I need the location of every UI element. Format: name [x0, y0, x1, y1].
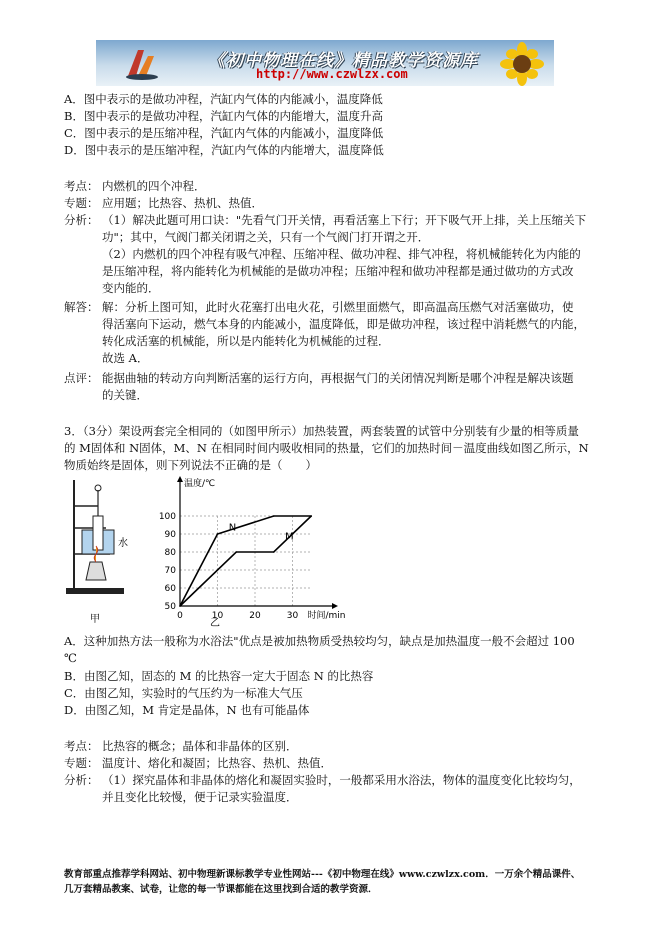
- header-banner: [96, 40, 554, 86]
- series-line-N: [180, 516, 311, 606]
- q2-fenxi-line: （1）解决此题可用口诀："先看气门开关情，再看活塞上下行；开下吸气开上排，关上压缩关下: [102, 213, 587, 227]
- q2-jieda-line: 解：分析上图可知，此时火花塞打出电火花，引燃里面燃气，即高温高压燃气对活塞做功，使: [102, 300, 574, 314]
- figure-jia-label: 甲: [90, 614, 100, 625]
- q2-kaodian-label: 考点：: [64, 179, 99, 193]
- q2-option-b: B．图中表示的是做功冲程，汽缸内气体的内能增大，温度升高: [64, 109, 383, 123]
- q2-jieda-line: 得活塞向下运动，燃气本身的内能减小，温度降低，即是做功冲程，该过程中消耗燃气的内能，: [102, 317, 585, 331]
- q2-kaodian: 内燃机的四个冲程．: [102, 179, 206, 193]
- y-tick-label: 60: [164, 584, 176, 594]
- q3-fenxi-line: （1）探究晶体和非晶体的熔化和凝固实验时，一般都采用水浴法，物体的温度变化比较均匀，: [102, 773, 581, 787]
- q2-fenxi-line: 功"；其中，气阀门都关闭谓之关，只有一个气阀门打开谓之开．: [102, 230, 430, 244]
- q2-fenxi-line: 是压缩冲程，将内能转化为机械能的是做功冲程；压缩冲程和做功冲程都是通过做功的方式改: [102, 264, 574, 278]
- q2-fenxi-line: （2）内燃机的四个冲程有吸气冲程、压缩冲程、做功冲程、排气冲程，将机械能转化为内能的: [102, 247, 581, 261]
- figure-yi-label: 乙: [210, 618, 220, 628]
- q2-option-d: D．图中表示的是压缩冲程，汽缸内气体的内能增大，温度降低: [64, 143, 384, 157]
- q2-zhuanti: 应用题；比热容、热机、热值．: [102, 196, 263, 210]
- temperature-time-chart: [150, 474, 350, 628]
- x-axis-arrow-icon: [332, 603, 338, 609]
- q2-fenxi-line: 变内能的．: [102, 281, 160, 295]
- data-point-N: [217, 533, 219, 535]
- x-tick-label: 20: [249, 611, 261, 621]
- y-axis-label: 温度/℃: [184, 479, 216, 489]
- q2-jieda-line: 故选 A．: [102, 351, 149, 365]
- q2-dianping-line: 能据曲轴的转动方向判断活塞的运行方向，再根据气门的关闭情况判断是哪个冲程是解决该题: [102, 371, 574, 385]
- q3-stem-line: 3．（3分）架设两套完全相同的（如图甲所示）加热装置，两套装置的试管中分别装有少量的相等质量: [64, 424, 579, 438]
- data-point-M: [310, 515, 312, 517]
- q3-option-a-cont: ℃: [64, 651, 77, 665]
- y-tick-label: 70: [164, 566, 176, 576]
- q3-zhuanti-label: 专题：: [64, 756, 99, 770]
- q3-stem-line: 的 M固体和 N固体，M、N 在相同时间内吸收相同的热量，它们的加热时间－温度曲线如图乙所示，N: [64, 441, 589, 455]
- q3-option-d: D．由图乙知，M 肯定是晶体，N 也有可能晶体: [64, 703, 310, 717]
- q2-dianping-line: 的关键．: [102, 388, 148, 402]
- q2-jieda-line: 转化成活塞的机械能，所以是内能转化为机械能的过程．: [102, 334, 390, 348]
- q3-option-b: B．由图乙知，固态的 M 的比热容一定大于固态 N 的比热容: [64, 669, 374, 683]
- series-line-M: [180, 516, 311, 606]
- y-tick-label: 100: [158, 512, 176, 522]
- q3-option-c: C．由图乙知，实验时的气压约为一标准大气压: [64, 686, 303, 700]
- y-tick-label: 50: [164, 602, 176, 612]
- site-title: 《初中物理在线》精品教学资源库: [208, 51, 478, 71]
- data-point-M: [273, 551, 275, 553]
- y-tick-label: 80: [164, 548, 176, 558]
- data-point-N: [273, 515, 275, 517]
- site-url[interactable]: http://www.czwlzx.com: [256, 67, 408, 81]
- q3-option-a: A．这种加热方法一般称为水浴法"优点是被加热物质受热较均匀，缺点是加热温度一般不会超过 100: [64, 634, 575, 648]
- sunflower-icon: [496, 42, 548, 86]
- q2-zhuanti-label: 专题：: [64, 196, 99, 210]
- q2-fenxi-label: 分析：: [64, 213, 99, 227]
- q3-kaodian-label: 考点：: [64, 739, 99, 753]
- y-tick-label: 90: [164, 530, 176, 540]
- water-label: 水: [118, 538, 128, 549]
- x-tick-label: 0: [177, 611, 183, 621]
- q2-option-a: A．图中表示的是做功冲程，汽缸内气体的内能减小，温度降低: [64, 92, 383, 106]
- y-axis-arrow-icon: [177, 476, 183, 482]
- x-tick-label: 10: [211, 611, 224, 621]
- data-point-M: [235, 551, 237, 553]
- q3-zhuanti: 温度计、熔化和凝固；比热容、热机、热值．: [102, 756, 332, 770]
- footer-line: 几万套精品教案、试卷，让您的每一节课都能在这里找到合适的教学资源．: [64, 884, 378, 895]
- series-label-N: N: [228, 522, 237, 534]
- data-point-M: [179, 605, 181, 607]
- q2-jieda-label: 解答：: [64, 300, 99, 314]
- x-tick-label: 30: [286, 611, 299, 621]
- q3-fenxi-label: 分析：: [64, 773, 99, 787]
- site-logo-icon: [124, 46, 160, 80]
- x-axis-label: 时间/min: [307, 611, 346, 621]
- heating-apparatus-figure: [60, 476, 136, 626]
- footer-line: 教育部重点推荐学科网站、初中物理新课标教学专业性网站---《初中物理在线》www.czwlzx.com．一万余个精品课件、: [64, 869, 581, 880]
- q3-kaodian: 比热容的概念；晶体和非晶体的区别．: [102, 739, 298, 753]
- q3-stem-line: 物质始终是固体，则下列说法不正确的是（ ）: [64, 458, 317, 472]
- q2-dianping-label: 点评：: [64, 371, 99, 385]
- q3-fenxi-line: 并且变化比较慢，便于记录实验温度．: [102, 790, 298, 804]
- series-label-M: M: [285, 531, 294, 543]
- q2-option-c: C．图中表示的是压缩冲程，汽缸内气体的内能减小，温度降低: [64, 126, 384, 140]
